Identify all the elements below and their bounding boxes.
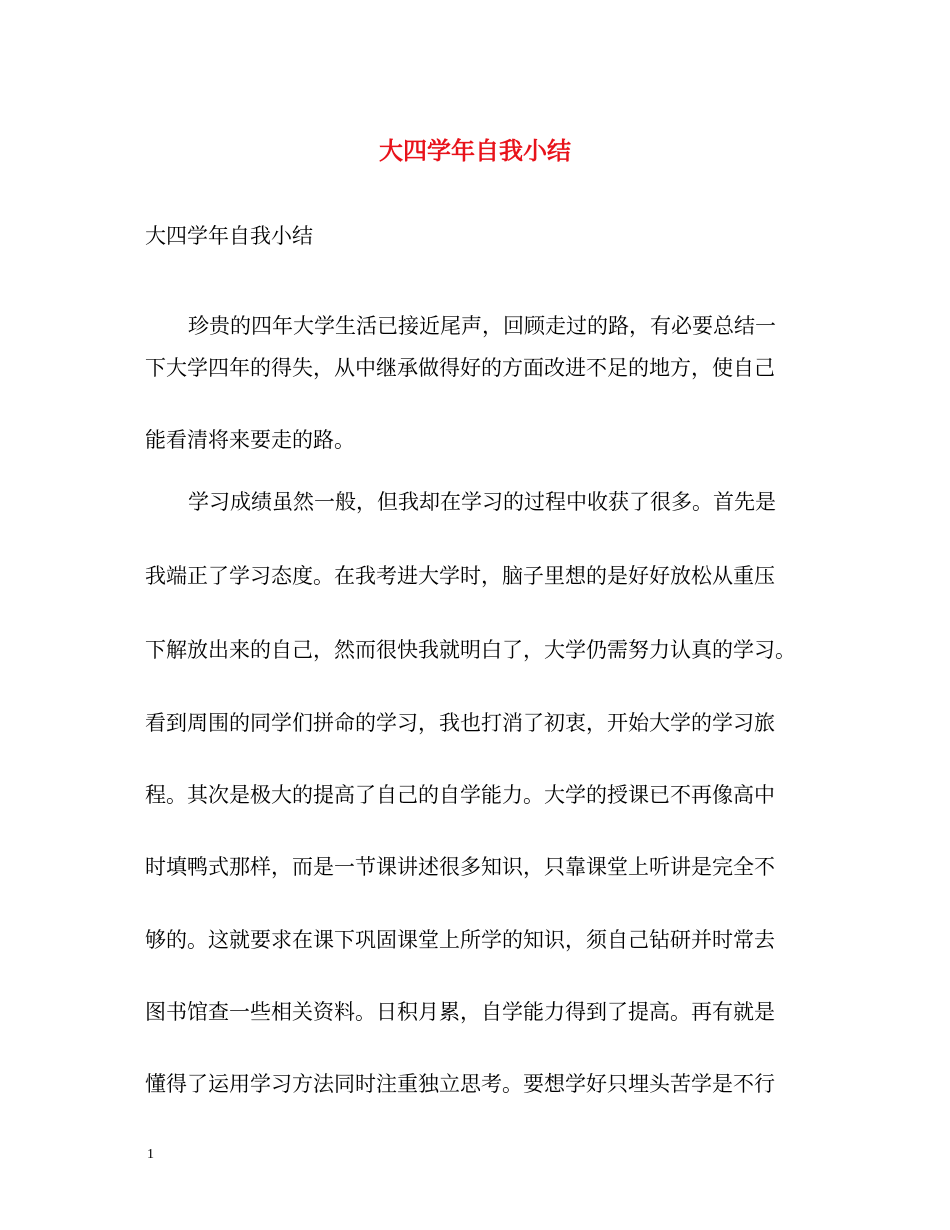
paragraph-line: 时填鸭式那样，而是一节课讲述很多知识，只靠课堂上听讲是完全不 [145,855,775,879]
paragraph-line: 珍贵的四年大学生活已接近尾声，回顾走过的路，有必要总结一 [188,314,776,338]
paragraph-line: 我端正了学习态度。在我考进大学时，脑子里想的是好好放松从重压 [145,564,775,588]
page-number: 1 [147,1147,154,1162]
paragraph-line: 程。其次是极大的提高了自己的自学能力。大学的授课已不再像高中 [145,783,775,807]
paragraph-line: 学习成绩虽然一般，但我却在学习的过程中收获了很多。首先是 [188,490,776,514]
paragraph-line: 能看清将来要走的路。 [145,428,355,452]
document-title: 大四学年自我小结 [379,136,571,165]
paragraph-line: 够的。这就要求在课下巩固课堂上所学的知识，须自己钻研并时常去 [145,928,775,952]
paragraph-line: 懂得了运用学习方法同时注重独立思考。要想学好只埋头苦学是不行 [145,1072,775,1096]
paragraph-line: 看到周围的同学们拼命的学习，我也打消了初衷，开始大学的学习旅 [145,711,775,735]
paragraph-line: 下解放出来的自己，然而很快我就明白了，大学仍需努力认真的学习。 [145,638,796,662]
paragraph-line: 下大学四年的得失，从中继承做得好的方面改进不足的地方，使自己 [145,356,775,380]
document-subtitle: 大四学年自我小结 [145,224,313,248]
paragraph-line: 图书馆查一些相关资料。日积月累，自学能力得到了提高。再有就是 [145,1000,775,1024]
